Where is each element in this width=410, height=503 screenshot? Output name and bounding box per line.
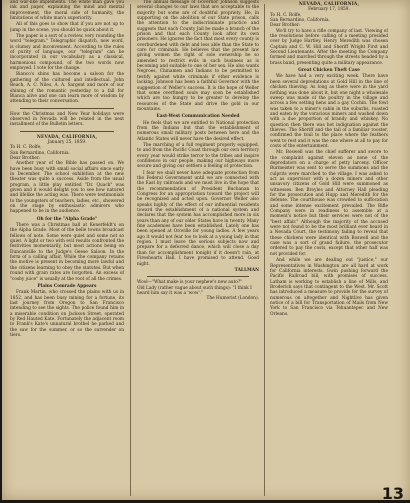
paragraph: I fear we shall never have adequate protection from the Federal Government until we are connected with the East by railroads and we must live in the hope that the recommendation of President Buchanan to Congress for an appropriation toward the project will be recognized and acted upon. Governor Weller also speaks highly of the effect of our influential residents toward the establishment of a national system and declares that the system has accomplished more in six years than any of our older States have in twenty. Many fine academies have been established. Lately one has been opened at Oroville for young ladies. A few years ago it would not fear too to look at a young lady in that region. I must leave the serious subjects now and prepare for a deferred dance, which will close a day than for accomplishment tonight if it doesn't rain, at Fireshearts Hall. I have promised to attend. Good night.	[137, 170, 259, 267]
paragraph: and war-like implements. The white man gave you ink and paper, explaining the mind and mental improvement, the moral side of humanity, the limitations of white man's superiority.	[10, 0, 124, 22]
letter-address: San Bernardino, California.	[10, 150, 70, 156]
column-rule	[130, 4, 131, 496]
signature: TALLMAN	[234, 267, 259, 273]
column-right	[270, 0, 388, 500]
letter-date: February 17, 1859.	[308, 7, 350, 13]
letter-address: San Bernardino, California.	[270, 18, 330, 24]
divider	[20, 108, 114, 109]
paragraph: And while we are dealing out "justice," our Representatives in Washington are all hard at work for California interests. Gwin pushing forward the Pacific Railroad bill, with promises of success. Latham is working to establish a line of Mills, and Broderick says that contingent to the West. Mr. Scott has introduced a measure to provide for the survey of numerous on altogether and Nightlive has given notice of a bill for Transportation of Mails from New York to San Francisco via Tehuantepec and New Orleans.	[270, 258, 388, 317]
paragraph: The paper is a sort of a review, very rounding the word "telegram." Telegraphic dispatch, new word, is clumsy and inconvenient. According to the rules of purity of language, our "telegram" can be incorporated in our vocabulary as a classical, harmonious compound, of the two words now employed. I vote for the change.	[10, 34, 124, 72]
column-rule	[264, 4, 265, 496]
paragraph: Another year of the Bible has passed on. We have been busy with small social affairs since early in December. The school exhibition at the new theater was quite a success. Aside from the usual program, a little play entitled "Dr. Quack" was given and it would delight you to see how natured and lifelike the acting was. There were testimonials to the youngsters of teachers, ladies, etc., showered on the stage by enthusiastic admirers who happened to be in the audience.	[10, 161, 124, 215]
paragraph: The marching of a full regiment properly equipped, to and from the Pacific Coast through our own territory every year would strike terror to the tribes and inspire confidence in our people, making our highways more secure and giving our settlers a feeling of protection.	[137, 142, 259, 170]
letter-date: January 25, 1859.	[47, 139, 87, 145]
letter-dateline: NEVADA, CALIFORNIA,	[298, 2, 360, 7]
letter-salutation: Dear Brother:	[270, 23, 301, 29]
paragraph: There was a Christmas ball at Kenerfeldt's on the Alpha Grade. Most of the belle towns broadcast fellows of note. Some were quiet and some not so quiet. A light or two with evil results confronted the festivities momentarily, but most actions being on Duncanville to the Judge's Geese Saloon. In the form of a calling affair, While the company retains the motive is present in becoming more lawful and the citizens learning to obey the statutes. But when round with grain rates are forgotten. An excess of "cosby juice" is usually at the root of all the crimes.	[10, 223, 124, 282]
letter-dateline: NEVADA, CALIFORNIA,	[36, 134, 98, 140]
note-paragraph: How the Christmas and New Year holidays were observed in Nevada will be related in the next installment of the Bulletin letters.	[10, 111, 124, 128]
column-left	[10, 0, 124, 500]
letter-recipient: To H. C. Rolfe,	[10, 145, 42, 151]
letter-recipient: To H. C. Rolfe,	[270, 12, 302, 18]
paragraph: He feels that we are entitled to National protection from the Indians but that the establishment of numerous small military posts between here and the Atlantic States will never have the desired effect.	[137, 120, 259, 142]
paragraph: We have had a very exciting week. There have been several depredations at Gold Hill in the line of chicken thieving. As long as there were in the yard nothing was done about it, but one night a wholesale sweep was made of the poultry in the village and across a few setting hens and a gay Cochin. The fowl was taken to a miner's cabin in the suburbs, roasted and eaten by the voracious miners and washed down with a due proportion of brandy and whiskey. No question then there was hot indignation against the thieves. The Sheriff and the tail of a familiar rooster, confirmed the trail to the place where the feathers went to rest and it was the one where at all to pay for costs of the entertainment.	[270, 74, 388, 149]
paragraph: Frank Martin, who crossed the plains with us in 1852, and has been busy mining for a fortune, its last journey from Oregon to San Francisco intending to see the sights. The police found him in a miserable condition on Jackson Street, operated by Red Hauted Kate. Fortunately the adjacent room to Frank's Kate's unnatural brothel he parked and the saw for the summer, or so the surrender on tiers.	[10, 290, 124, 338]
paragraph: Bianco's shins has become a saloon for the gathering of the cultured and intellectual. John Beach, A. C. Niles, A. A. Sargent and more of our shining of the romantic yesterday to a fall for Bianca alive and one can learn more of wisdom by attending to their conversation.	[10, 72, 124, 105]
paragraph: Mr. Boswell was the chief sufferer and swore to the complaint against eleven as none of the depredators on a charge of petty larceny. Officer Burmeister was sent to serve the summons and the culprits were marched to the village. I was asked to act as supervisor with a dozen miners and other unsavory citizens of Gold Hill were summoned as witnesses. Ben Broyles and Attorney Hall pleading for the prosecution and Hupp and Meredith for the defense. The courthouse was crowded to suffocation and some intense excitement prevailed. The Rifle Company were in readiness to assemble at a moment's notice but their services were not of the "best affair." Although the majority of the accused were not found to be the most brilliant ever heard in a Nevada Court, the testimony failing to reveal that these chickens were identical with Boswell and the case was a sort of grand failure, the prosecutor ordered to pay the costs, except that other half was not provided for.	[270, 150, 388, 257]
quote-line: Old Lady (rather vague about such things): "I think I heard him say it was a 'wow'."	[137, 285, 252, 296]
humor-quote	[137, 280, 259, 301]
scrapbook-page	[2, 0, 410, 503]
section-heading: Great Chicken Theft Case	[298, 68, 360, 74]
column-middle	[137, 0, 259, 500]
paragraph: All of this goes to show that if you are not up to jump in the scene, you should be quick about it.	[10, 22, 124, 33]
divider	[147, 276, 249, 277]
paragraph: The annual message of Governor Johnson suggests several changes to our laws that are acceptable to the majority but some are of doubtful propriety. He, in supporting on the abolition of our State prison, calls the attention to the indiscriminate practice and suggests that each County Jail be made a branch of the prison and that each County look after its own prisoners. He ignores the fact that most every county is overburdened with debt and less able than the State to care for criminals. He believes that the present law giving women the right of sole ownership be so amended to restrict evils in such business as is becoming and suitable to one of her sex. He also wants Negroes, Chinamen and Indians to be permitted to testify against white criminals if other evidence is lacking. Johnson has been a faithful Governor with the suggestion of Weller's success. It is the hope of Weller that some overfined souls may soon be established which are too hungry to be greater to develop the resources of the State and drive the gold in our mountains.	[137, 0, 259, 112]
quote-source: The Humorist (London).	[206, 296, 259, 302]
quote-line: Wool—"What make is your nephew's new auto?"	[137, 280, 243, 286]
section-heading: Oh for the "Alpha Grade"	[36, 216, 98, 222]
section-heading: Plains Comrade Appears	[37, 283, 97, 289]
divider	[20, 131, 114, 132]
paragraph: We'll try to have a rifle company of last. Viewing of the resolutions before calling of a meeting presided over by Judge Hartley. Henry Meredith was chosen Captain and C. W. Hill and Sheriff Wright First and Second Lieutenants. After the meeting the Company formed and marched through the streets headed by a brass band, presenting quite a military appearance.	[270, 28, 388, 66]
page-number: 13	[381, 483, 404, 503]
letter-salutation: Dear Brother:	[10, 155, 41, 161]
section-heading: East-West Communication Needed	[156, 114, 240, 120]
